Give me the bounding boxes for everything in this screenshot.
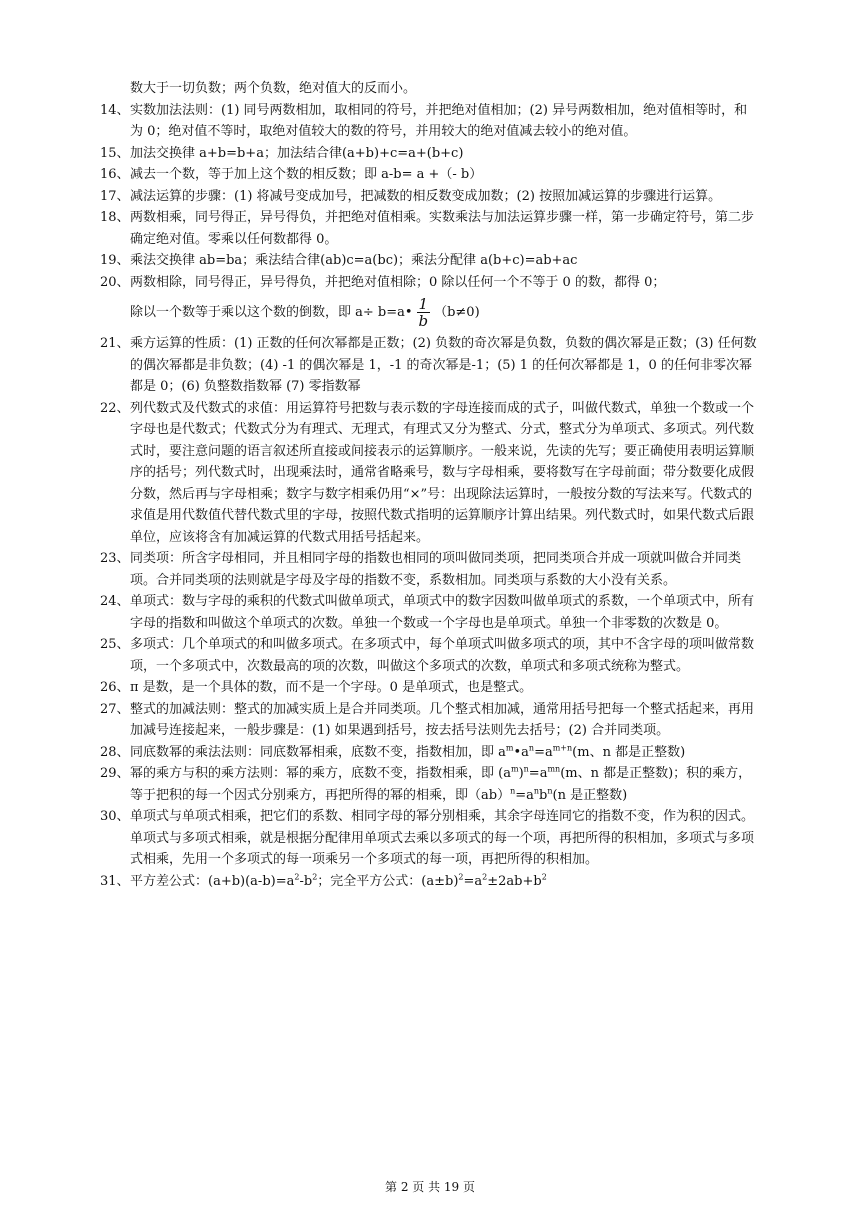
item-text: 减法运算的步骤：(1) 将减号变成加号，把减数的相反数变成加数；(2) 按照加减运算的步骤进行运算。 bbox=[130, 188, 722, 204]
item-number: 26、 bbox=[100, 680, 130, 695]
item-29 bbox=[100, 763, 760, 806]
item-text: 两数相乘，同号得正，异号得负，并把绝对值相乘。实数乘法与加法运算步骤一样，第一步确定符号，第二步确定绝对值。零乘以任何数都得 0。 bbox=[130, 210, 755, 247]
item-19 bbox=[100, 250, 760, 272]
item-number: 25、 bbox=[100, 637, 130, 652]
item-18 bbox=[100, 207, 760, 250]
item-number: 28、 bbox=[100, 744, 130, 760]
item-text: 单项式与单项式相乘，把它们的系数、相同字母的幂分别相乘，其余字母连同它的指数不变，作为积的因式。单项式与多项式相乘，就是根据分配律用单项式去乘以多项式的每一个项，再把所得的积相加，多项式与多项式相乘，先用一个多项式的每一项乘另一个多项式的每一项，再把所得的积相加。 bbox=[130, 809, 755, 867]
page-footer: 第 2 页 共 19 页 bbox=[385, 1180, 475, 1194]
item-number: 21、 bbox=[100, 336, 130, 351]
item-27 bbox=[100, 699, 760, 742]
item-text: 两数相除，同号得正，异号得负，并把绝对值相除；0 除以任何一个不等于 0 的数，都得 0； bbox=[130, 274, 666, 290]
item-23 bbox=[100, 548, 760, 591]
content-body bbox=[100, 78, 760, 892]
item-20 bbox=[100, 272, 760, 334]
item-16 bbox=[100, 164, 760, 186]
division-formula-line: 除以一个数等于乘以这个数的倒数，即 a÷ b=a• $\frac{1}{b}$ （b≠0) bbox=[130, 295, 480, 330]
item-text: π 是数，是一个具体的数，而不是一个字母。0 是单项式，也是整式。 bbox=[130, 680, 533, 695]
item-text: 整式的加减法则：整式的加减实质上是合并同类项。几个整式相加减，通常用括号把每一个整式括起来，再用加减号连接起来，一般步骤是：(1) 如果遇到括号，按去括号法则先去括号；(2) 合并同类项。 bbox=[130, 701, 755, 738]
item-number: 18、 bbox=[100, 210, 130, 225]
item-number: 24、 bbox=[100, 594, 130, 609]
item-text: 多项式：几个单项式的和叫做多项式。在多项式中，每个单项式叫做多项式的项，其中不含字母的项叫做常数项，一个多项式中，次数最高的项的次数，叫做这个多项式的次数，单项式和多项式统称为整式。 bbox=[130, 637, 755, 674]
item-text: 列代数式及代数式的求值：用运算符号把数与表示数的字母连接而成的式子，叫做代数式，单独一个数或一个字母也是代数式；代数式分为有理式、无理式，有理式又分为整式、分式，整式分为单项式、多项式。列代数式时，要注意问题的语言叙述所直接或间接表示的运算顺序。一般来说，先读的先写；要正确使用表明运算顺序的括号；列代数式时，出现乘法时，通常省略乘号，数与字母相乘，要将数写在字母前面；带分数要化成假分数，然后再与字母相乘；数字与数字相乘仍用“×”号：出现除法运算时，一般按分数的写法来写。代数式的求值是用代数值代替代数式里的字母，按照代数式指明的运算顺序计算出结果。列代数式时，如果代数式后跟单位，应该将含有加减运算的代数式用括号括起来。 bbox=[130, 400, 755, 545]
item-21 bbox=[100, 333, 760, 398]
item-26 bbox=[100, 677, 760, 699]
item-number: 27、 bbox=[100, 701, 130, 717]
item-number: 15、 bbox=[100, 145, 130, 161]
item-text: 加法交换律 a+b=b+a；加法结合律(a+b)+c=a+(b+c) bbox=[130, 145, 464, 161]
item-number: 30、 bbox=[100, 809, 130, 824]
item-number: 31、 bbox=[100, 873, 130, 889]
item-30 bbox=[100, 806, 760, 871]
item-number: 14、 bbox=[100, 102, 130, 118]
item-number: 17、 bbox=[100, 188, 130, 204]
item-number: 19、 bbox=[100, 253, 130, 268]
item-text: 同类项：所含字母相同，并且相同字母的指数也相同的项叫做同类项，把同类项合并成一项就叫做合并同类项。合并同类项的法则就是字母及字母的指数不变，系数相加。同类项与系数的大小没有关系。 bbox=[130, 551, 742, 588]
item-17 bbox=[100, 186, 760, 208]
intro-continuation: 数大于一切负数；两个负数，绝对值大的反而小。 bbox=[130, 81, 417, 96]
item-text: 减去一个数，等于加上这个数的相反数；即 a-b= a +（- b） bbox=[130, 167, 483, 182]
item-number: 23、 bbox=[100, 551, 130, 566]
item-text: 幂的乘方与积的乘方法则：幂的乘方，底数不变，指数相乘，即 $(a^m)^n=a^{mn}(m$、n 都是正整数)；积的乘方，等于把积的每一个因式分别乘方，再把所得的幂的相乘，即$(ab)^n=a^nb^n(n$ 是正整数) bbox=[130, 764, 752, 803]
item-number: 16、 bbox=[100, 167, 130, 182]
item-31 bbox=[100, 871, 760, 893]
item-15 bbox=[100, 143, 760, 165]
item-14 bbox=[100, 100, 760, 143]
item-28 bbox=[100, 742, 760, 764]
item-text: 同底数幂的乘法法则：同底数幂相乘，底数不变，指数相加，即 $a^m•a^n=a^{m+n}(m$、n 都是正整数) bbox=[130, 743, 686, 760]
item-number: 22、 bbox=[100, 400, 130, 416]
fraction-one-over-b: $\frac{1}{b}$ bbox=[418, 295, 429, 330]
item-text: 乘法交换律 ab=ba；乘法结合律(ab)c=a(bc)；乘法分配律 a(b+c)=ab+ac bbox=[130, 253, 578, 268]
item-text: 单项式：数与字母的乘积的代数式叫做单项式，单项式中的数字因数叫做单项式的系数，一个单项式中，所有字母的指数和叫做这个单项式的次数。单独一个数或一个字母也是单项式。单独一个非零数的次数是 0。 bbox=[130, 594, 755, 631]
item-number: 20、 bbox=[100, 274, 130, 290]
item-24 bbox=[100, 591, 760, 634]
item-22 bbox=[100, 398, 760, 549]
item-text: 平方差公式：$(a+b)(a-b)=a^2-b^2$；完全平方公式：$(a\pm b)^2=a^2\pm 2ab+b^2$ bbox=[130, 872, 547, 889]
item-number: 29、 bbox=[100, 766, 130, 781]
item-text: 乘方运算的性质：(1) 正数的任何次幂都是正数；(2) 负数的奇次幂是负数，负数的偶次幂是正数；(3) 任何数的偶次幂都是非负数；(4) -1 的偶次幂是 1，-1 的奇次幂是-1；(5) 1 的任何次幂都是 1，0 的任何非零次幂都是 0；(6) 负整数指数幂 (7) 零指数幂 bbox=[130, 336, 757, 394]
item-text: 实数加法法则：(1) 同号两数相加，取相同的符号，并把绝对值相加；(2) 异号两数相加，绝对值相等时，和为 0；绝对值不等时，取绝对值较大的数的符号，并用较大的绝对值减去较小的绝对值。 bbox=[130, 102, 748, 139]
item-25 bbox=[100, 634, 760, 677]
